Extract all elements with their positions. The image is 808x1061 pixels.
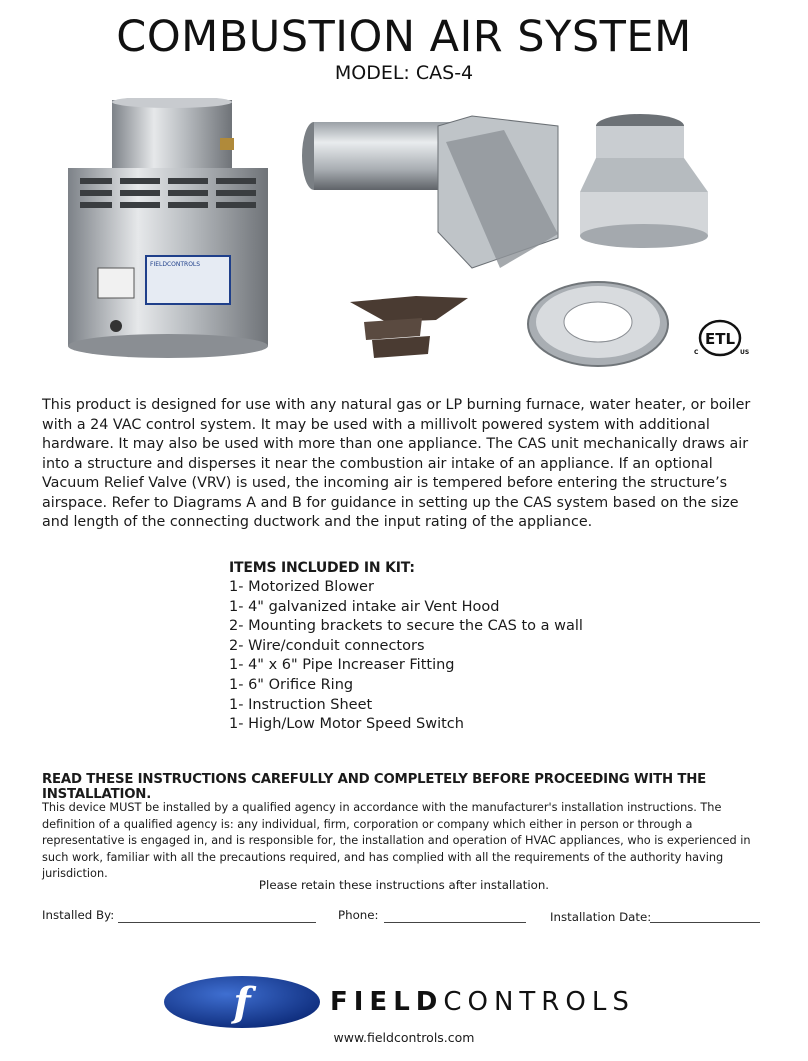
qualified-agency-disclaimer: This device MUST be installed by a qualified agency in accordance with the manufacturer's installation instructions. The definition of a qualified agency is: any individual, firm, corporation or company which either in person or through a representative is engaged in, and is responsible for, the installation and operation of HVAC appliances, who is experienced in such work, familiar with all the precautions required, and has complied with all the requirements of the authority having jurisdiction. <box>42 801 751 881</box>
installed-by-field[interactable] <box>118 922 316 923</box>
list-item: 2- Wire/conduit connectors <box>229 637 425 654</box>
warning-heading: READ THESE INSTRUCTIONS CAREFULLY AND COMPLETELY BEFORE PROCEEDING WITH THE INSTALLATION. <box>42 772 707 802</box>
installation-date-field[interactable] <box>650 922 760 923</box>
vent-hood-image <box>296 112 566 272</box>
orifice-ring-image <box>522 276 672 372</box>
list-item: 1- Instruction Sheet <box>229 696 373 713</box>
field-controls-logo <box>162 974 322 1030</box>
list-item: 1- 6" Orifice Ring <box>229 676 354 693</box>
motorized-blower-image <box>50 98 280 368</box>
list-item: 2- Mounting brackets to secure the CAS to a wall <box>229 618 583 635</box>
mounting-brackets-image <box>346 292 472 360</box>
retain-note: Please retain these instructions after installation. <box>258 878 550 892</box>
list-item: 1- 4" galvanized intake air Vent Hood <box>229 598 500 615</box>
etl-listed-mark <box>684 318 756 360</box>
product-description: This product is designed for use with any natural gas or LP burning furnace, water heater, or boiler with a 24 VAC control system. It may be used with a millivolt powered system with additional hardware. It may also be used with more than one appliance. The CAS unit mechanically draws air into a structure and disperses it near the combustion air intake of an appliance. If an optional Vacuum Relief Valve (VRV) is used, the incoming air is tempered before entering the structure’s airspace. Refer to Diagrams A and B for guidance in setting up the CAS system based on the size and length of the connecting ductwork and the input rating of the appliance. <box>42 397 751 530</box>
page-title: COMBUSTION AIR SYSTEM <box>116 12 692 62</box>
kit-heading: ITEMS INCLUDED IN KIT: <box>229 560 415 576</box>
phone-label: Phone: <box>338 908 379 922</box>
logo-letter: f <box>233 979 251 1026</box>
brand-name: FIELDCONTROLS <box>330 987 635 1017</box>
etl-text: ETL <box>704 330 736 348</box>
website-url: www.fieldcontrols.com <box>333 1030 475 1045</box>
list-item: 1- Motorized Blower <box>229 579 374 595</box>
svg-text:C: C <box>694 349 699 356</box>
pipe-increaser-image <box>574 106 712 256</box>
installed-by-label: Installed By: <box>42 908 115 922</box>
phone-field[interactable] <box>384 922 526 923</box>
model-number: MODEL: CAS-4 <box>334 62 474 84</box>
installation-date-label: Installation Date: <box>550 910 652 924</box>
svg-text:US: US <box>740 349 750 356</box>
nameplate-text: FIELDCONTROLS <box>150 261 201 268</box>
list-item: 1- High/Low Motor Speed Switch <box>229 716 464 733</box>
list-item: 1- 4" x 6" Pipe Increaser Fitting <box>229 657 455 674</box>
kit-items-list <box>229 578 583 735</box>
